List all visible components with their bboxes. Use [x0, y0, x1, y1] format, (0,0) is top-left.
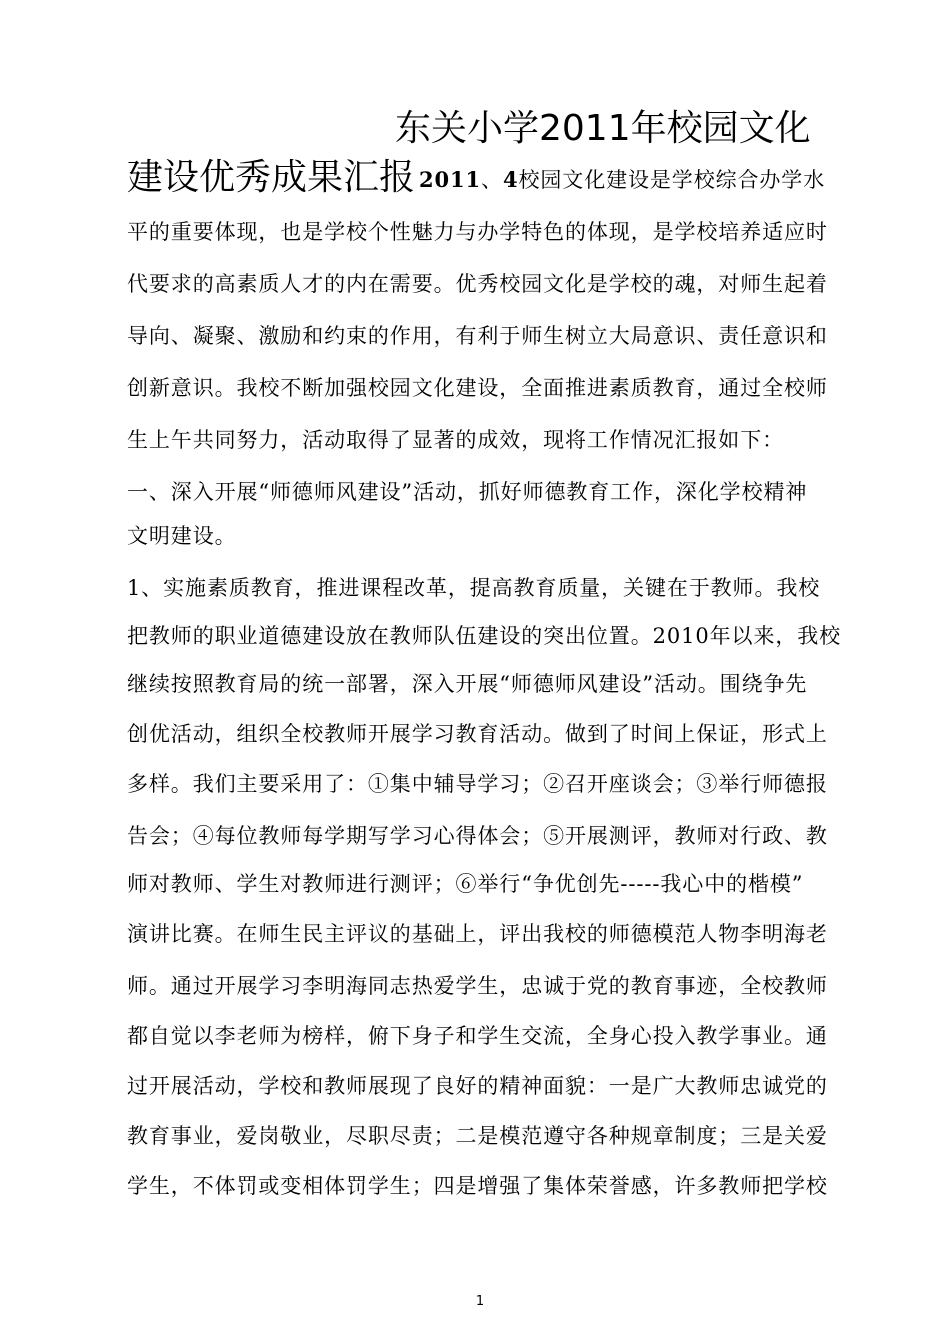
document-title-line2: 建设优秀成果汇报: [127, 157, 416, 198]
paragraph-line: 多样。我们主要采用了：①集中辅导学习；②召开座谈会；③举行师德报: [127, 772, 828, 796]
paragraph-line: 过开展活动，学校和教师展现了良好的精神面貌：一是广大教师忠诚党的: [127, 1074, 828, 1098]
paragraph-line: 创优活动，组织全校教师开展学习教育活动。做到了时间上保证，形式上: [127, 722, 828, 746]
paragraph-line: 继续按照教育局的统一部署，深入开展“师德师风建设”活动。围绕争先: [127, 672, 808, 696]
section-heading-line: 文明建设。: [127, 524, 237, 548]
paragraph-line: 代要求的高素质人才的内在需要。优秀校园文化是学校的魂，对师生起着: [127, 272, 828, 296]
paragraph-line: 演讲比赛。在师生民主评议的基础上，评出我校的师德模范人物李明海老: [127, 922, 828, 946]
page-number: 1: [475, 1294, 485, 1309]
paragraph-line: 导向、凝聚、激励和约束的作用，有利于师生树立大局意识、责任意识和: [127, 324, 828, 348]
paragraph-line: 学生，不体罚或变相体罚学生；四是增强了集体荣誉感，许多教师把学校: [127, 1174, 828, 1198]
paragraph-line: 师。通过开展学习李明海同志热爱学生，忠诚于党的教育事迹，全校教师: [127, 974, 828, 998]
paragraph-line: 平的重要体现，也是学校个性魅力与办学特色的体现，是学校培养适应时: [127, 220, 828, 244]
paragraph-line: 生上午共同努力，活动取得了显著的成效，现将工作情况汇报如下：: [127, 428, 784, 452]
paragraph-line: 把教师的职业道德建设放在教师队伍建设的突出位置。2010年以来，我校: [127, 624, 842, 648]
paragraph-line: 都自觉以李老师为榜样，俯下身子和学生交流，全身心投入教学事业。通: [127, 1024, 828, 1048]
paragraph-line: 师对教师、学生对教师进行测评；⑥举行“争优创先-----我心中的楷模”: [127, 872, 804, 896]
paragraph-line: 告会；④每位教师每学期写学习心得体会；⑤开展测评，教师对行政、教: [127, 824, 828, 848]
date-separator: 、: [481, 168, 503, 192]
date-year: 2011: [419, 167, 482, 192]
paragraph-line: 1、实施素质教育，推进课程改革，提高教育质量，关键在于教师。我校: [127, 576, 821, 600]
paragraph-line: 创新意识。我校不断加强校园文化建设，全面推进素质教育，通过全校师: [127, 376, 828, 400]
section-heading-line: 一、深入开展“师德师风建设”活动，抓好师德教育工作，深化学校精神: [127, 480, 808, 504]
document-title-line1: 东关小学2011年校园文化: [395, 108, 811, 149]
line1-text: 校园文化建设是学校综合办学水: [518, 168, 826, 192]
paragraph-line-1: [127, 157, 847, 198]
date-month: 4: [502, 167, 519, 192]
paragraph-line: 教育事业，爱岗敬业，尽职尽责；二是模范遵守各种规章制度；三是关爱: [127, 1124, 828, 1148]
